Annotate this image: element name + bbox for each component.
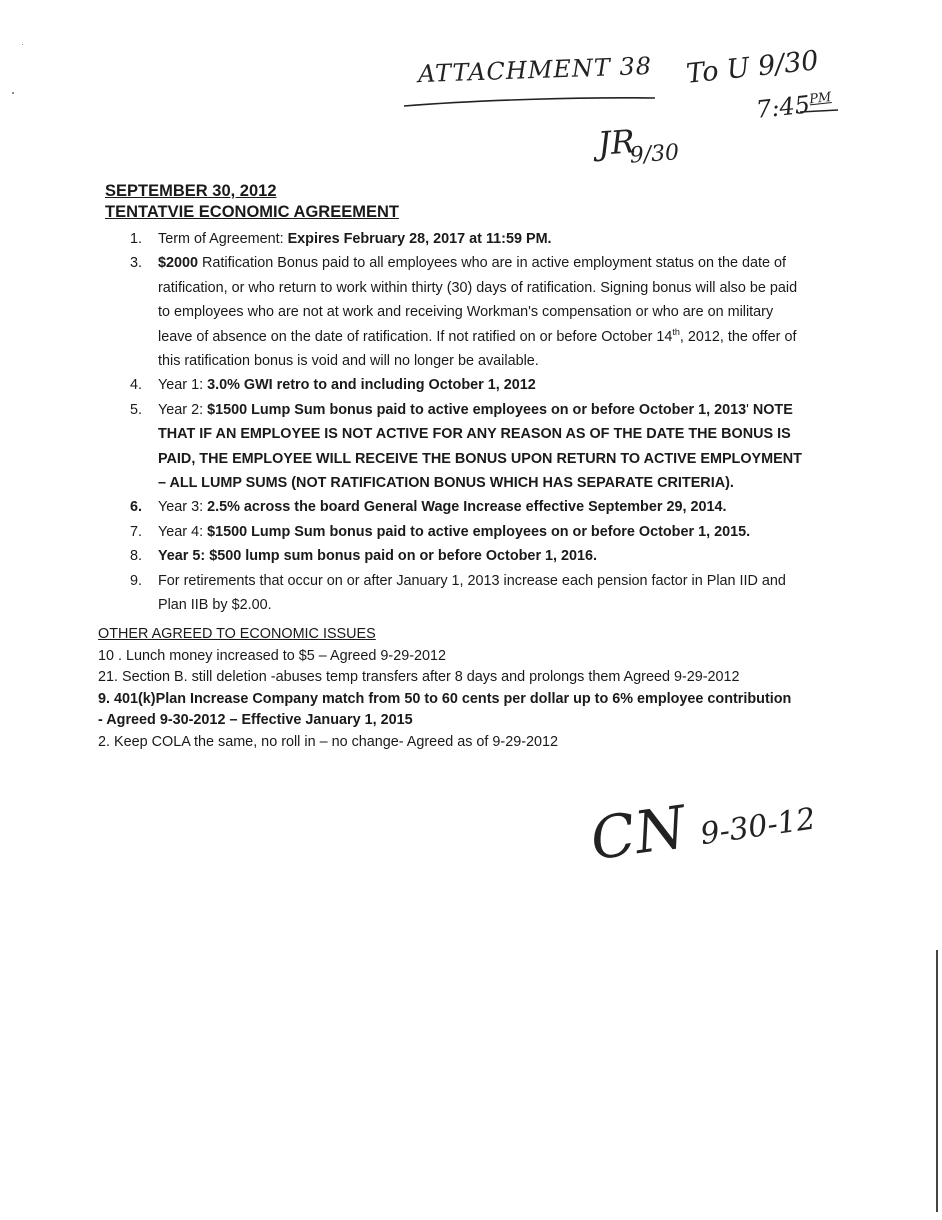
item-number: 5. — [130, 401, 143, 418]
list-item — [120, 544, 810, 568]
other-issue-line: 10 . Lunch money increased to $5 – Agreed 9-29-2012 — [98, 647, 447, 664]
handwritten-to-note: To U 9/30 — [684, 45, 820, 90]
handwritten-time-value: 7:45 — [754, 90, 812, 124]
attachment-underline — [404, 98, 655, 106]
agreement-date-heading: SEPTEMBER 30, 2012 — [105, 182, 277, 200]
item-number: 8. — [130, 548, 143, 565]
list-item — [120, 495, 810, 519]
list-item — [120, 398, 810, 496]
item-text: For retirements that occur on or after January 1, 2013 increase each pension factor in Plan IID and Plan IIB by $2.00. — [158, 572, 786, 614]
list-item — [120, 227, 810, 251]
handwritten-signature — [586, 775, 818, 874]
item-text: , 2012, the offer of this ratification bonus is void and will no longer be available. — [158, 328, 797, 370]
initials-date: 9/30 — [628, 140, 680, 169]
handwritten-time-suffix: PM — [808, 90, 833, 108]
other-issue-line: 2. Keep COLA the same, no roll in – no change- Agreed as of 9-29-2012 — [98, 733, 559, 750]
item-bold-text: Expires February 28, 2017 at 11:59 PM. — [287, 231, 552, 247]
item-number: 6. — [130, 499, 143, 516]
handwritten-attachment-label: ATTACHMENT 38 — [417, 51, 653, 89]
item-bold-text: Year 5: $500 lump sum bonus paid on or before October 1, 2016. — [158, 548, 598, 565]
item-superscript: th — [672, 326, 680, 337]
signature-date: 9-30-12 — [698, 801, 818, 853]
item-bold-text: $1500 Lump Sum bonus paid to active employees on or before October 1, 2015. — [207, 523, 751, 540]
item-bold-text: 2.5% across the board General Wage Increase effective September 29, 2014. — [207, 499, 727, 516]
item-number: 9. — [130, 572, 143, 589]
other-issue-line: 9. 401(k)Plan Increase Company match from 50 to 60 cents per dollar up to 6% employee contribution — [98, 690, 792, 707]
scan-speck — [12, 92, 14, 94]
list-item — [120, 520, 810, 544]
item-number: 4. — [130, 377, 143, 394]
list-item — [120, 373, 810, 397]
scan-edge-line — [936, 950, 938, 1212]
signature-initials: CN — [586, 792, 691, 874]
other-issues-section — [98, 624, 818, 754]
handwritten-initials — [596, 122, 680, 169]
item-text: Year 1: — [158, 377, 208, 394]
item-bold-text: $2000 — [158, 255, 199, 272]
item-number: 7. — [130, 523, 143, 540]
other-issue-line: - Agreed 9-30-2012 – Effective January 1, 2015 — [98, 712, 413, 729]
other-issue-line: 21. Section B. still deletion -abuses temp transfers after 8 days and prolongs them Agreed 9-29-2012 — [98, 669, 740, 686]
item-text: ' — [746, 401, 753, 418]
item-number: 3. — [130, 255, 143, 272]
item-bold-text: NOTE THAT IF AN EMPLOYEE IS NOT ACTIVE FOR ANY REASON AS OF THE DATE THE BONUS IS PAID, THE EMPLOYEE WILL RECEIVE THE BONUS UPON RETURN TO ACTIVE EMPLOYMENT – ALL LUMP SUMS (NOT RATIFICATION BONUS WHICH HAS SEPARATE CRITERIA). — [158, 401, 802, 492]
item-bold-text: $1500 Lump Sum bonus paid to active employees on or before October 1, 2013 — [207, 401, 747, 418]
handwritten-time — [755, 88, 833, 124]
other-issues-title: OTHER AGREED TO ECONOMIC ISSUES — [98, 626, 376, 642]
initials-text: JR — [596, 122, 637, 163]
item-bold-text: 3.0% GWI retro to and including October 1, 2012 — [207, 377, 536, 394]
item-number: 1. — [130, 231, 143, 247]
agreement-items-list — [120, 227, 810, 618]
item-text: Year 3: — [158, 499, 208, 516]
item-text: Ratification Bonus paid to all employees who are in active employment status on the date of ratification, or who return to work within thirty (30) days of ratification. Signing bonus will also be paid to employees who are not at work and receiving Workman's compensation or who are on military leave of absence on the date of ratification. If not ratified on or before October 14 — [158, 255, 798, 345]
list-item — [120, 251, 810, 373]
agreement-title-heading: TENTATVIE ECONOMIC AGREEMENT — [105, 203, 399, 221]
item-text: Year 2: — [158, 401, 208, 418]
list-item — [120, 569, 810, 618]
item-text: Year 4: — [158, 523, 208, 540]
scan-speck — [22, 44, 23, 45]
item-text: Term of Agreement: — [158, 231, 288, 247]
